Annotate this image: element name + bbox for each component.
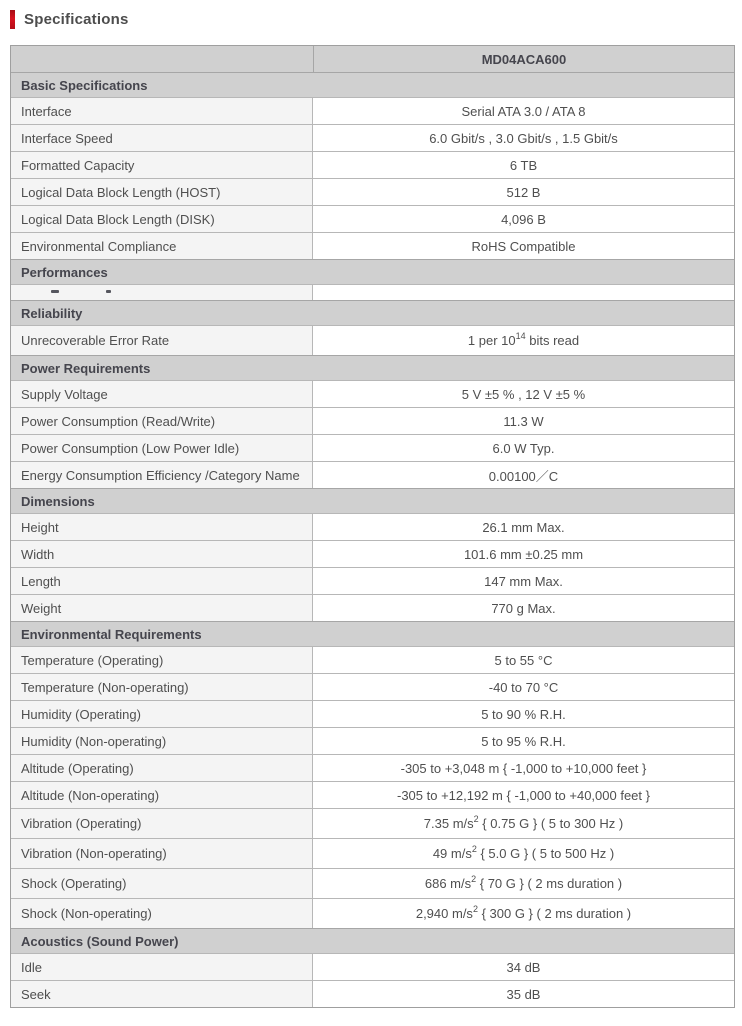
page-title: Specifications xyxy=(24,11,129,28)
section-header xyxy=(11,259,734,284)
model-number-header: MD04ACA600 xyxy=(481,51,567,67)
spec-label-cell xyxy=(11,647,313,673)
spec-label: Temperature (Operating) xyxy=(21,652,164,668)
spec-value: -305 to +3,048 m { -1,000 to +10,000 feet } xyxy=(400,760,647,776)
spec-value-cell xyxy=(313,152,734,178)
page-header xyxy=(10,10,129,29)
spec-value: 26.1 mm Max. xyxy=(482,519,565,535)
spec-label: Unrecoverable Error Rate xyxy=(21,333,170,348)
section-title: Performances xyxy=(21,264,108,280)
spec-label-cell xyxy=(11,514,313,540)
spec-value: 7.35 $m/s^2$ { 0.75 G } ( 5 to 300 Hz ) xyxy=(423,813,624,831)
spec-label-cell xyxy=(11,674,313,700)
section-title: Reliability xyxy=(21,305,83,321)
spec-label: Vibration (Operating) xyxy=(21,816,142,831)
red-accent-bar xyxy=(10,10,15,29)
spec-row xyxy=(11,646,734,673)
spec-label-cell xyxy=(11,809,313,838)
spec-label: Idle xyxy=(21,959,42,975)
section-header xyxy=(11,355,734,380)
spec-label: Interface xyxy=(21,103,72,119)
spec-value: 6 TB xyxy=(509,157,538,173)
spec-row xyxy=(11,124,734,151)
spec-value: 5 to 55 °C xyxy=(494,652,553,668)
spec-value-cell xyxy=(313,954,734,980)
spec-label-cell xyxy=(11,408,313,434)
spec-label: Formatted Capacity xyxy=(21,157,135,173)
spec-value-cell xyxy=(313,701,734,727)
spec-row xyxy=(11,325,734,355)
spec-label-cell xyxy=(11,435,313,461)
spec-row xyxy=(11,727,734,754)
spec-row xyxy=(11,178,734,205)
spec-row xyxy=(11,781,734,808)
spec-row xyxy=(11,594,734,621)
spec-label: Height xyxy=(21,519,59,535)
spec-row xyxy=(11,461,734,488)
spec-label: Width xyxy=(21,546,55,562)
spec-row xyxy=(11,953,734,980)
table-header-row xyxy=(11,46,734,72)
spec-value-cell xyxy=(313,125,734,151)
section-header xyxy=(11,72,734,97)
spec-row xyxy=(11,567,734,594)
spec-value-cell xyxy=(313,233,734,259)
spec-row xyxy=(11,407,734,434)
spec-row xyxy=(11,97,734,124)
section-title: Acoustics (Sound Power) xyxy=(21,933,179,949)
spec-label: Supply Voltage xyxy=(21,386,108,402)
spec-row xyxy=(11,151,734,178)
spec-value: 2,940 $m/s^2$ { 300 G } ( 2 ms duration ) xyxy=(415,903,632,921)
spec-label: Humidity (Operating) xyxy=(21,706,141,722)
spec-value: 4,096 B xyxy=(501,211,546,227)
spec-label-cell xyxy=(11,899,313,928)
spec-value-cell xyxy=(313,899,734,928)
spec-row xyxy=(11,838,734,868)
section-title: Dimensions xyxy=(21,493,95,509)
spec-value: 512 B xyxy=(506,184,541,200)
spec-label: Logical Data Block Length (DISK) xyxy=(21,211,215,227)
spec-value: 1 per $10^{14}$ bits read xyxy=(467,330,580,348)
table-header-empty-cell xyxy=(11,46,314,72)
spec-table xyxy=(10,45,735,1008)
spec-label-cell xyxy=(11,954,313,980)
spec-value: RoHS Compatible xyxy=(471,238,576,254)
spec-label-cell xyxy=(11,125,313,151)
spec-value: 101.6 mm ±0.25 mm xyxy=(463,546,584,562)
spec-label: Interface Speed xyxy=(21,130,113,146)
spec-label: Power Consumption (Low Power Idle) xyxy=(21,440,240,456)
spec-label: Shock (Operating) xyxy=(21,876,127,891)
spec-value-cell xyxy=(313,728,734,754)
section-header xyxy=(11,621,734,646)
spec-value: -40 to 70 °C xyxy=(488,679,559,695)
spec-label-cell xyxy=(11,98,313,124)
clipped-text-fragment xyxy=(106,290,111,293)
spec-label-cell xyxy=(11,326,313,355)
spec-value: -305 to +12,192 m { -1,000 to +40,000 feet } xyxy=(397,787,650,803)
spec-label: Vibration (Non-operating) xyxy=(21,846,167,861)
spec-row xyxy=(11,673,734,700)
section-title: Environmental Requirements xyxy=(21,626,202,642)
spec-row xyxy=(11,284,734,300)
spec-label-cell xyxy=(11,381,313,407)
spec-value-cell xyxy=(313,206,734,232)
spec-label-cell xyxy=(11,568,313,594)
spec-value-cell xyxy=(313,809,734,838)
spec-value-cell xyxy=(313,462,734,488)
spec-label: Shock (Non-operating) xyxy=(21,906,152,921)
spec-label-cell xyxy=(11,869,313,898)
spec-label: Power Consumption (Read/Write) xyxy=(21,413,216,429)
spec-label-cell xyxy=(11,728,313,754)
spec-table-body xyxy=(11,72,734,1007)
spec-row xyxy=(11,754,734,781)
spec-row xyxy=(11,898,734,928)
spec-row xyxy=(11,513,734,540)
spec-label-cell xyxy=(11,839,313,868)
spec-value: 5 to 95 % R.H. xyxy=(481,733,566,749)
spec-value-cell xyxy=(313,285,734,300)
spec-value-cell xyxy=(313,981,734,1007)
spec-label-cell xyxy=(11,981,313,1007)
spec-label: Logical Data Block Length (HOST) xyxy=(21,184,221,200)
spec-label-cell xyxy=(11,755,313,781)
spec-label-cell xyxy=(11,233,313,259)
spec-value-cell xyxy=(313,595,734,621)
spec-value-cell xyxy=(313,869,734,898)
spec-value-cell xyxy=(313,179,734,205)
section-header xyxy=(11,488,734,513)
spec-value-cell xyxy=(313,782,734,808)
spec-value: 6.0 W Typ. xyxy=(492,440,555,456)
spec-label-cell xyxy=(11,206,313,232)
spec-label: Altitude (Operating) xyxy=(21,760,134,776)
spec-value: 49 $m/s^2$ { 5.0 G } ( 5 to 500 Hz ) xyxy=(432,843,615,861)
spec-row xyxy=(11,232,734,259)
section-title: Power Requirements xyxy=(21,360,151,376)
spec-value-cell xyxy=(313,381,734,407)
spec-value-cell xyxy=(313,435,734,461)
spec-value-cell xyxy=(313,408,734,434)
spec-label-cell xyxy=(11,462,313,488)
spec-value-cell xyxy=(313,755,734,781)
spec-label: Weight xyxy=(21,600,62,616)
spec-label: Length xyxy=(21,573,61,589)
spec-value-cell xyxy=(313,647,734,673)
spec-label-cell xyxy=(11,701,313,727)
spec-label: Altitude (Non-operating) xyxy=(21,787,160,803)
spec-value-cell xyxy=(313,839,734,868)
spec-value: 686 $m/s^2$ { 70 G } ( 2 ms duration ) xyxy=(424,873,623,891)
spec-label: Energy Consumption Efficiency /Category Name xyxy=(21,467,300,483)
spec-value: Serial ATA 3.0 / ATA 8 xyxy=(461,103,586,119)
spec-row xyxy=(11,980,734,1007)
spec-label-cell xyxy=(11,179,313,205)
clipped-text-fragment xyxy=(51,290,59,293)
spec-value: 5 V ±5 % , 12 V ±5 % xyxy=(461,386,586,402)
spec-value: 770 g Max. xyxy=(491,600,556,616)
spec-value-cell xyxy=(313,326,734,355)
spec-value: 11.3 W xyxy=(503,413,544,429)
spec-value: 6.0 Gbit/s , 3.0 Gbit/s , 1.5 Gbit/s xyxy=(429,130,618,146)
spec-row xyxy=(11,808,734,838)
spec-row xyxy=(11,700,734,727)
spec-value: 34 dB xyxy=(506,959,541,975)
spec-value-cell xyxy=(313,568,734,594)
section-title: Basic Specifications xyxy=(21,77,148,93)
spec-row xyxy=(11,434,734,461)
spec-label: Seek xyxy=(21,986,51,1002)
spec-value-cell xyxy=(313,541,734,567)
spec-value: 0.00100／C xyxy=(488,468,559,484)
spec-value-cell xyxy=(313,98,734,124)
spec-label: Environmental Compliance xyxy=(21,238,177,254)
spec-value: 5 to 90 % R.H. xyxy=(481,706,566,722)
spec-row xyxy=(11,868,734,898)
spec-label-cell xyxy=(11,782,313,808)
section-header xyxy=(11,300,734,325)
spec-row xyxy=(11,205,734,232)
spec-row xyxy=(11,540,734,567)
section-header xyxy=(11,928,734,953)
spec-label-cell xyxy=(11,595,313,621)
spec-value-cell xyxy=(313,514,734,540)
spec-label: Temperature (Non-operating) xyxy=(21,679,189,695)
spec-label-cell xyxy=(11,541,313,567)
spec-value-cell xyxy=(313,674,734,700)
spec-label: Humidity (Non-operating) xyxy=(21,733,167,749)
spec-value: 35 dB xyxy=(506,986,541,1002)
spec-value: 147 mm Max. xyxy=(484,573,563,589)
spec-label-cell xyxy=(11,152,313,178)
spec-row xyxy=(11,380,734,407)
